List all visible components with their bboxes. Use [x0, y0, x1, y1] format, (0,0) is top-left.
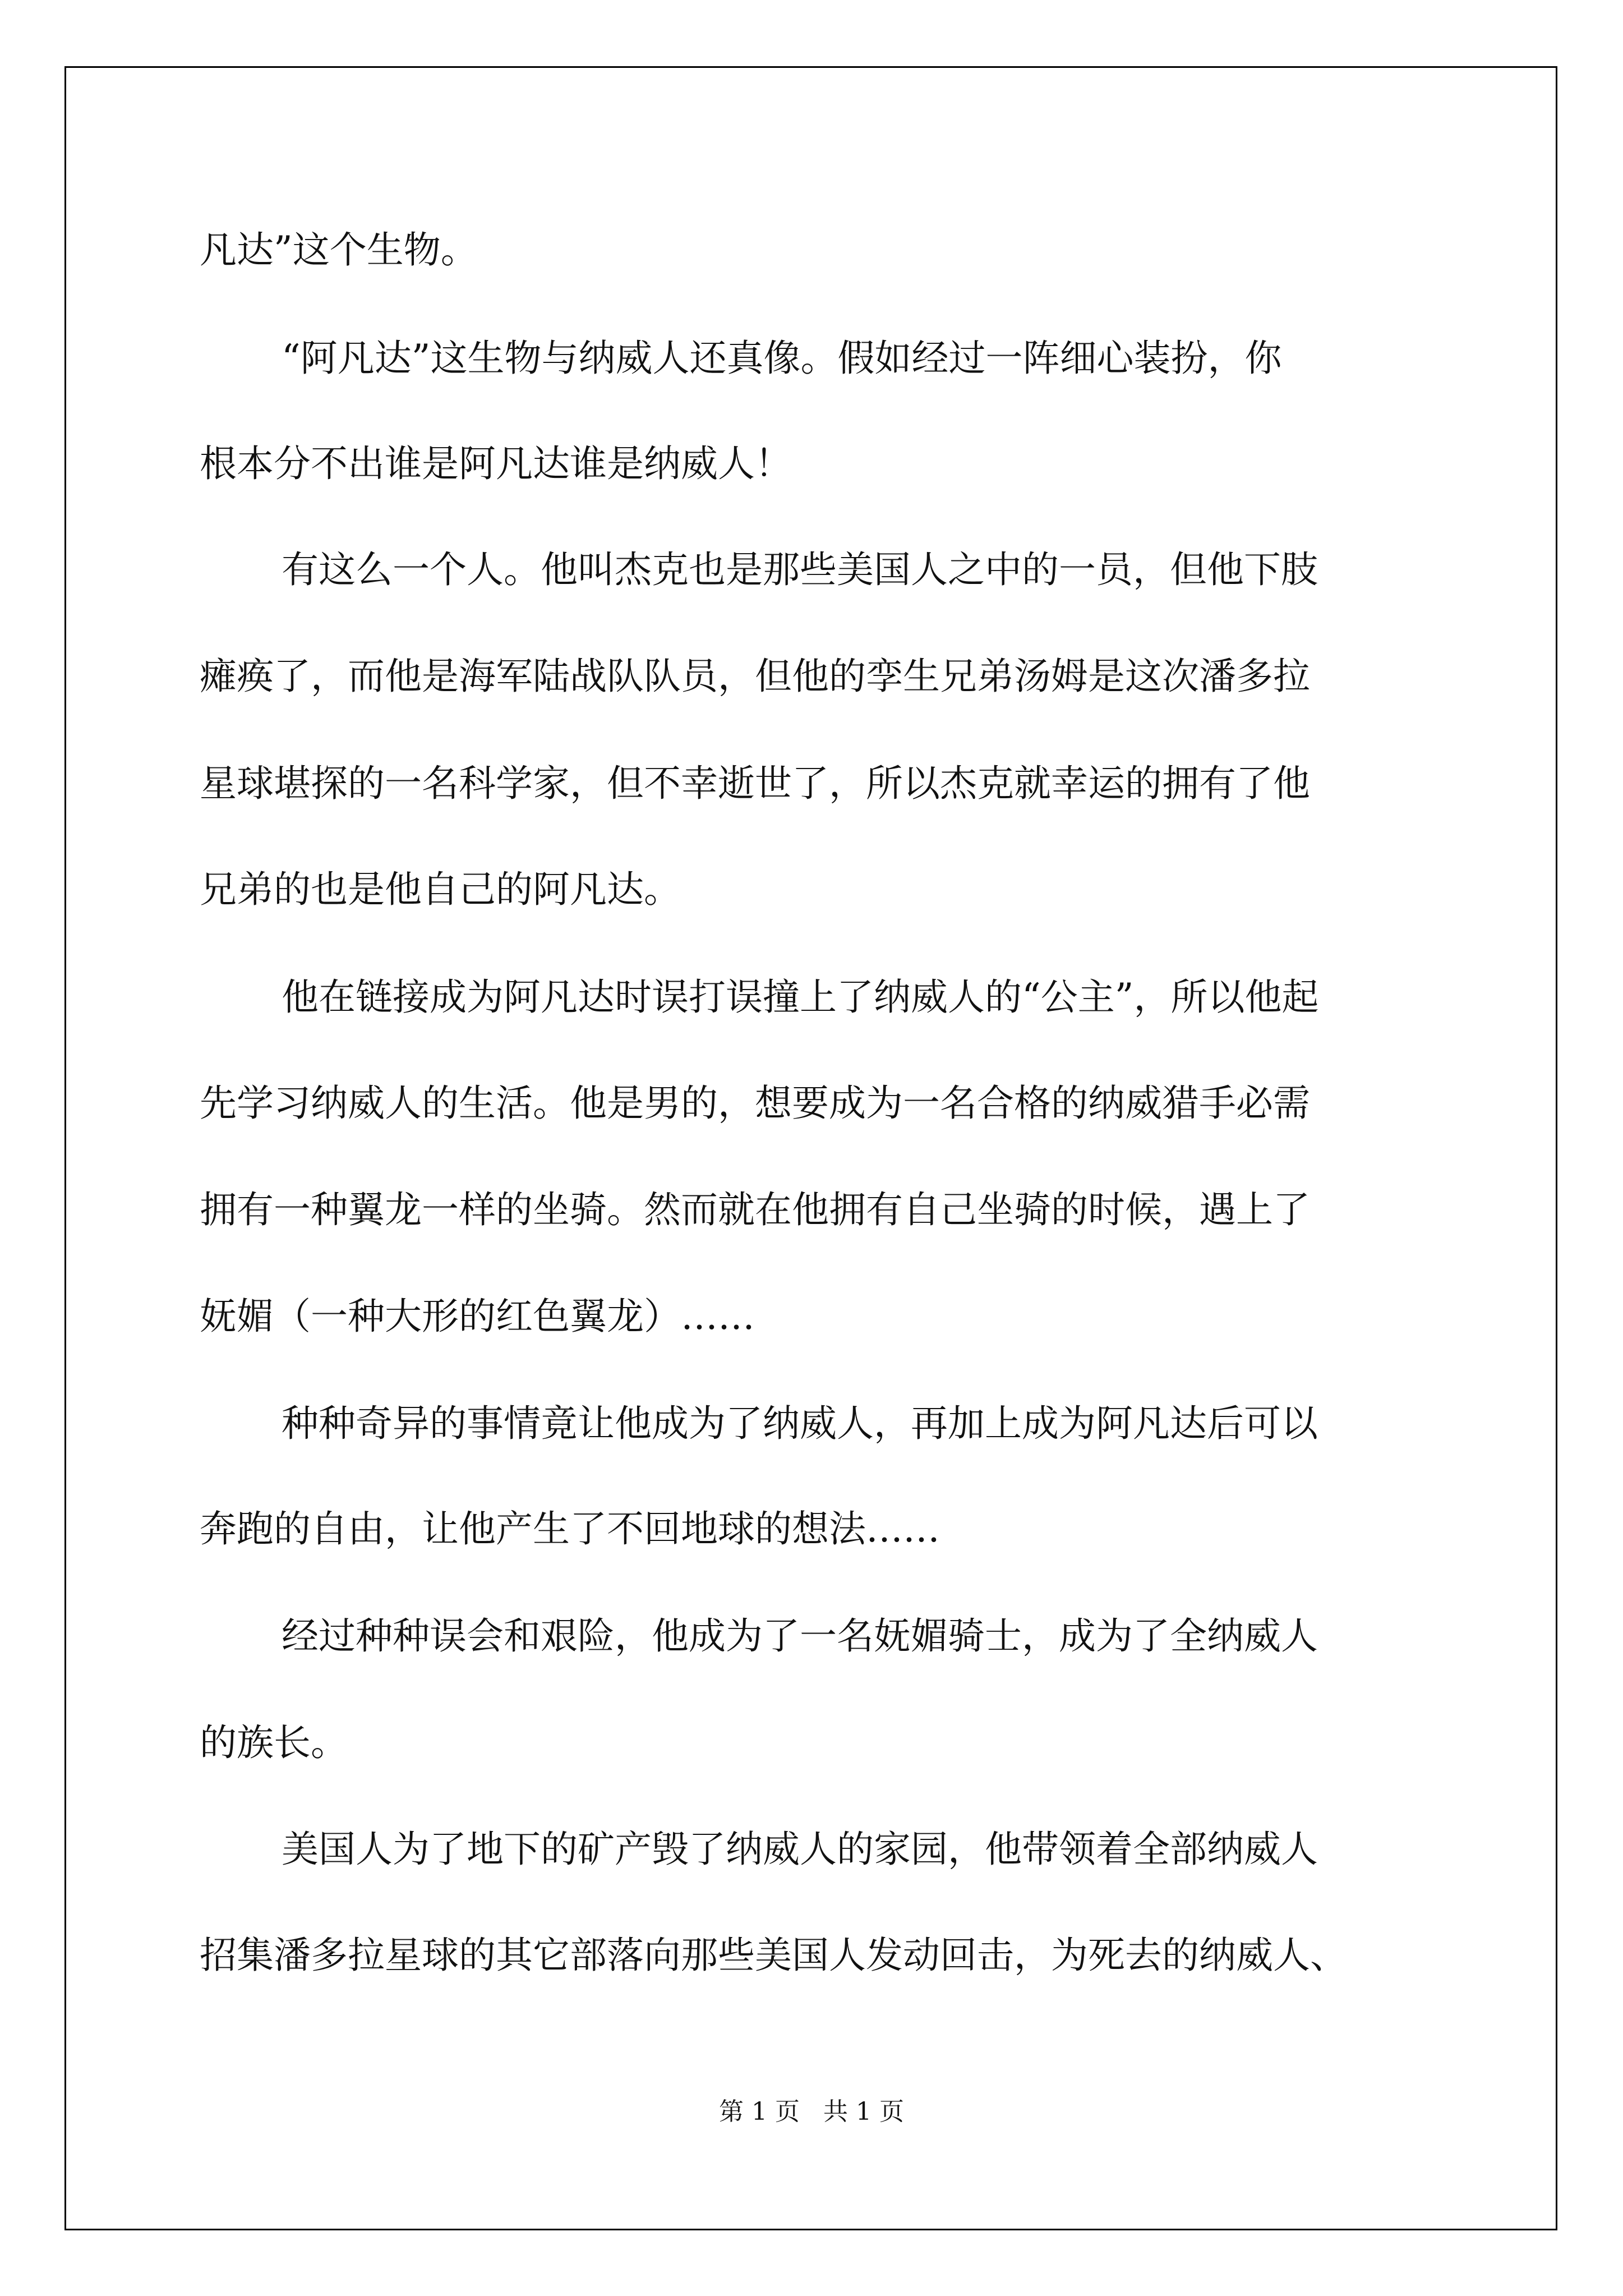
- text-line: 凡达”这个生物。: [200, 228, 478, 272]
- text-line: 兄弟的也是他自己的阿凡达。: [200, 868, 681, 911]
- page-border: [64, 66, 1557, 2230]
- text-line: 妩媚（一种大形的红色翼龙）……: [200, 1295, 755, 1338]
- page-number-footer: 第 1 页 共 1 页: [719, 2097, 904, 2126]
- paragraph-first-line: “阿凡达”这生物与纳威人还真像。假如经过一阵细心装扮，你: [282, 337, 1282, 380]
- text-line: 星球堪探的一名科学家，但不幸逝世了，所以杰克就幸运的拥有了他: [200, 762, 1310, 805]
- paragraph-first-line: 种种奇异的事情竟让他成为了纳威人，再加上成为阿凡达后可以: [282, 1402, 1318, 1445]
- text-line: 瘫痪了，而他是海军陆战队队员，但他的孪生兄弟汤姆是这次潘多拉: [200, 655, 1310, 698]
- text-line: 拥有一种翼龙一样的坐骑。然而就在他拥有自己坐骑的时候，遇上了: [200, 1188, 1310, 1231]
- text-line: 先学习纳威人的生活。他是男的，想要成为一名合格的纳威猎手必需: [200, 1082, 1310, 1125]
- text-line: 奔跑的自由，让他产生了不回地球的想法……: [200, 1507, 940, 1550]
- paragraph-first-line: 他在链接成为阿凡达时误打误撞上了纳威人的“公主”，所以他起: [282, 976, 1319, 1019]
- paragraph-first-line: 美国人为了地下的矿产毁了纳威人的家园，他带领着全部纳威人: [282, 1828, 1318, 1871]
- text-line: 招集潘多拉星球的其它部落向那些美国人发动回击，为死去的纳威人、: [200, 1934, 1347, 1977]
- paragraph-first-line: 有这么一个人。他叫杰克也是那些美国人之中的一员，但他下肢: [282, 548, 1318, 591]
- text-line: 根本分不出谁是阿凡达谁是纳威人！: [200, 442, 792, 485]
- paragraph-first-line: 经过种种误会和艰险，他成为了一名妩媚骑士，成为了全纳威人: [282, 1614, 1318, 1658]
- text-line: 的族长。: [200, 1721, 348, 1764]
